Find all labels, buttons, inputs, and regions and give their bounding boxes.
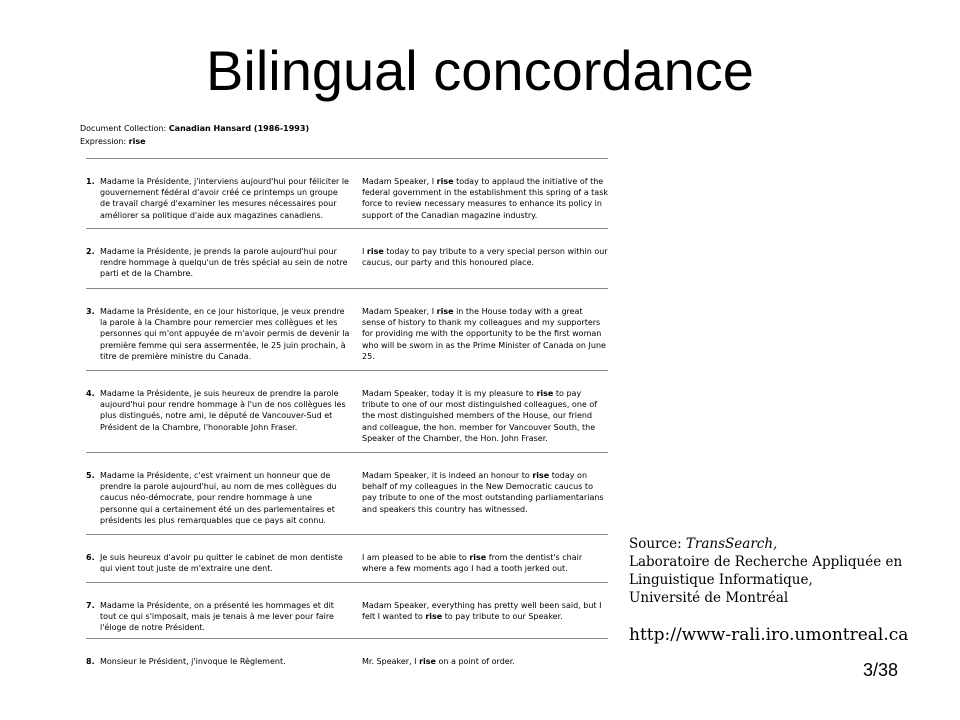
page-number: 3/38 (862, 660, 898, 680)
source-citation (629, 535, 949, 607)
entry-keyword: rise (536, 389, 554, 398)
entry-english-text: Madam Speaker, today it is my pleasure to rise to pay tribute to one of our most distinguished colleagues, one of the most distinguished members of the House, our friend and colleague, the hon. member for Vancouver South, the Speaker of the Chamber, the Hon. John Fraser. (362, 389, 598, 443)
entry-keyword: rise (425, 612, 443, 622)
entry-english-text: I rise today to pay tribute to a very special person within our caucus, our party and this honoured place. (362, 247, 608, 268)
source-label: Source: (629, 536, 686, 552)
collection-label: Document Collection: (80, 124, 167, 133)
entry-keyword: rise (366, 247, 384, 256)
entry-number: 3. (86, 307, 95, 316)
source-line-2: Laboratoire de Recherche Appliquée en (629, 554, 903, 570)
document-expression (80, 135, 608, 148)
entry-keyword: rise (532, 471, 550, 480)
entry-number: 1. (86, 177, 95, 186)
entry-french-text: Madame la Présidente, c'est vraiment un honneur que de prendre la parole aujourd'hui, au nom de mes collègues du caucus néo-démocrate, pour rendre hommage à une personne qui a certainement été un des parlementaires et présidents les plus remarquables que ce pays ait connu. (100, 471, 337, 525)
source-url: http://www-rali.iro.umontreal.ca (629, 625, 909, 645)
concordance-entry (86, 582, 608, 633)
entry-keyword: rise (436, 307, 454, 316)
entry-english-text: Madam Speaker, it is indeed an honour to rise today on behalf of my colleagues in the New Democratic caucus to pay tribute to one of the most outstanding parliamentarians and speakers this country has witnessed. (362, 471, 604, 514)
expression-label: Expression: (80, 137, 127, 146)
entry-english-text: I am pleased to be able to rise from the dentist's chair where a few moments ago I had a tooth jerked out. (362, 553, 583, 574)
entry-number: 8. (86, 657, 95, 666)
entry-english-text: Mr. Speaker, I rise on a point of order. (362, 657, 515, 666)
source-name: TransSearch, (685, 536, 778, 552)
entry-number: 2. (86, 247, 95, 256)
entry-french-text: Je suis heureux d'avoir pu quitter le cabinet de mon dentiste qui vient tout juste de m'extraire une dent. (100, 553, 343, 574)
entry-english-text: Madam Speaker, everything has pretty well been said, but I felt I wanted to rise to pay tribute to our Speaker. (362, 601, 602, 622)
entry-number: 4. (86, 389, 95, 398)
document-collection (80, 122, 608, 135)
entry-english-text: Madam Speaker, I rise today to applaud the initiative of the federal government in the establishment this spring of a task force to review necessary measures to enhance its policy in support of the Canadian magazine industry. (362, 177, 608, 220)
concordance-entry (86, 534, 608, 574)
concordance-entry (86, 158, 608, 220)
entry-french-text: Madame la Présidente, en ce jour historique, je veux prendre la parole à la Chambre pour remercier mes collègues et les personnes qui m'ont appuyée de m'avoir permis de devenir la première femme qui sera assermentée, le 25 juin prochain, à titre de première ministre du Canada. (100, 307, 350, 361)
concordance-entry (86, 638, 608, 666)
slide-title: Bilingual concordance (206, 39, 754, 102)
source-line-1 (629, 535, 949, 553)
entry-french-text: Madame la Présidente, je prends la parole aujourd'hui pour rendre hommage à quelqu'un de très spécial au sein de notre parti et de la Chambre. (100, 247, 348, 279)
expression-value: rise (128, 137, 146, 146)
entry-keyword: rise (419, 657, 436, 666)
entry-french-text: Madame la Présidente, j'interviens aujourd'hui pour féliciter le gouvernement fédéral d'avoir créé ce printemps un groupe de travail chargé d'examiner les mesures nécessaires pour améliorer sa politique d'aide aux magazines canadiens. (100, 177, 349, 220)
entry-number: 5. (86, 471, 95, 480)
concordance-document (80, 122, 608, 666)
source-line-4: Université de Montréal (629, 590, 789, 606)
entry-number: 7. (86, 601, 95, 610)
entry-keyword: rise (469, 553, 487, 562)
entry-english-text: Madam Speaker, I rise in the House today with a great sense of history to thank my colleagues and my supporters for providing me with the opportunity to be the first woman who will be sworn in as the Prime Minister of Canada on June 25. (362, 307, 606, 361)
concordance-entry (86, 288, 608, 361)
entry-number: 6. (86, 553, 95, 562)
concordance-entry (86, 452, 608, 525)
source-line-3: Linguistique Informatique, (629, 572, 813, 588)
concordance-entry (86, 370, 608, 443)
collection-value: Canadian Hansard (1986-1993) (168, 124, 310, 133)
entry-french-text: Madame la Présidente, je suis heureux de prendre la parole aujourd'hui pour rendre hommage à l'un de nos collègues les plus distingués, notre ami, le député de Vancouver-Sud et Président de la Chambre, l'honorable John Fraser. (100, 389, 346, 432)
entry-french-text: Madame la Présidente, on a présenté les hommages et dit tout ce qui s'imposait, mais je tenais à me lever pour faire l'éloge de notre Président. (100, 601, 334, 633)
concordance-entry (86, 228, 608, 279)
entry-french-text: Monsieur le Président, j'invoque le Règlement. (100, 657, 286, 666)
entry-keyword: rise (436, 177, 454, 186)
